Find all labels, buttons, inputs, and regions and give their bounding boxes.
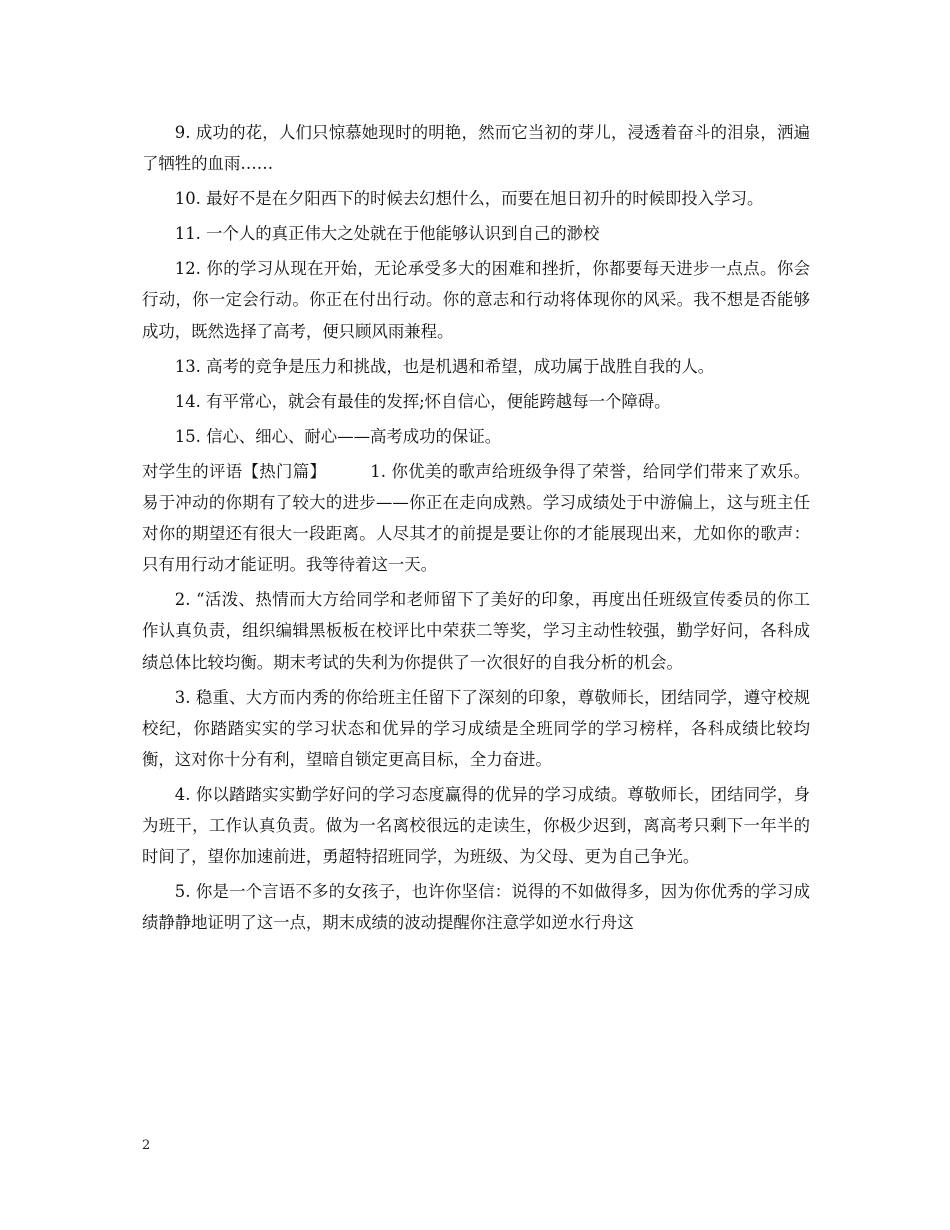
paragraph-item-9: 9. 成功的花，人们只惊慕她现时的明艳，然而它当初的芽儿，浸透着奋斗的泪泉，洒遍了牺牲的血雨…… [142,123,810,174]
paragraph-item-11: 11. 一个人的真正伟大之处就在于他能够认识到自己的渺校 [174,224,600,244]
page-number: 2 [142,1138,151,1153]
comment-item-1: 1. 你优美的歌声给班级争得了荣誉，给同学们带来了欢乐。易于冲动的你期有了较大的进步——你正在走向成熟。学习成绩处于中游偏上，这与班主任对你的期望还有很大一段距离。人尽其才的前提是要让你的才能展现出来，尤如你的歌声：只有用行动才能证明。我等待着这一天。 [142,461,810,575]
paragraph-item-14: 14. 有平常心，就会有最佳的发挥;怀自信心，便能跨越每一个障碍。 [174,391,671,411]
comment-item-5: 5. 你是一个言语不多的女孩子，也许你坚信：说得的不如做得多，因为你优秀的学习成绩静静地证明了这一点，期末成绩的波动提醒你注意学如逆水行舟这 [142,882,810,933]
paragraph-item-10: 10. 最好不是在夕阳西下的时候去幻想什么，而要在旭日初升的时候即投入学习。 [174,189,764,209]
section-heading: 对学生的评语【热门篇】 [142,461,327,481]
document-body [142,117,810,938]
paragraph-item-15: 15. 信心、细心、耐心——高考成功的保证。 [174,426,502,446]
comment-item-2: 2. “活泼、热情而大方给同学和老师留下了美好的印象，再度出任班级宣传委员的你工作认真负责，组织编辑黑板板在校评比中荣获二等奖，学习主动性较强，勤学好问，各科成绩总体比较均衡。期末考试的失利为你提供了一次很好的自我分析的机会。 [142,590,810,672]
comment-item-4: 4. 你以踏踏实实勤学好问的学习态度赢得的优异的学习成绩。尊敬师长，团结同学，身为班干，工作认真负责。做为一名离校很远的走读生，你极少迟到，离高考只剩下一年半的时间了，望你加速前进，勇超特招班同学，为班级、为父母、更为自己争光。 [142,784,810,867]
paragraph-item-13: 13. 高考的竞争是压力和挑战，也是机遇和希望，成功属于战胜自我的人。 [174,356,715,376]
section-first-paragraph [142,456,810,580]
paragraph-item-12: 12. 你的学习从现在开始，无论承受多大的困难和挫折，你都要每天进步一点点。你会行动，你一定会行动。你正在付出行动。你的意志和行动将体现你的风采。我不想是否能够成功，既然选择了高考，便只顾风雨兼程。 [142,259,810,341]
comment-item-3: 3. 稳重、大方而内秀的你给班主任留下了深刻的印象，尊敬师长，团结同学，遵守校规校纪，你踏踏实实的学习状态和优异的学习成绩是全班同学的学习榜样，各科成绩比较均衡，这对你十分有利，望暗自锁定更高目标，全力奋进。 [142,687,810,769]
